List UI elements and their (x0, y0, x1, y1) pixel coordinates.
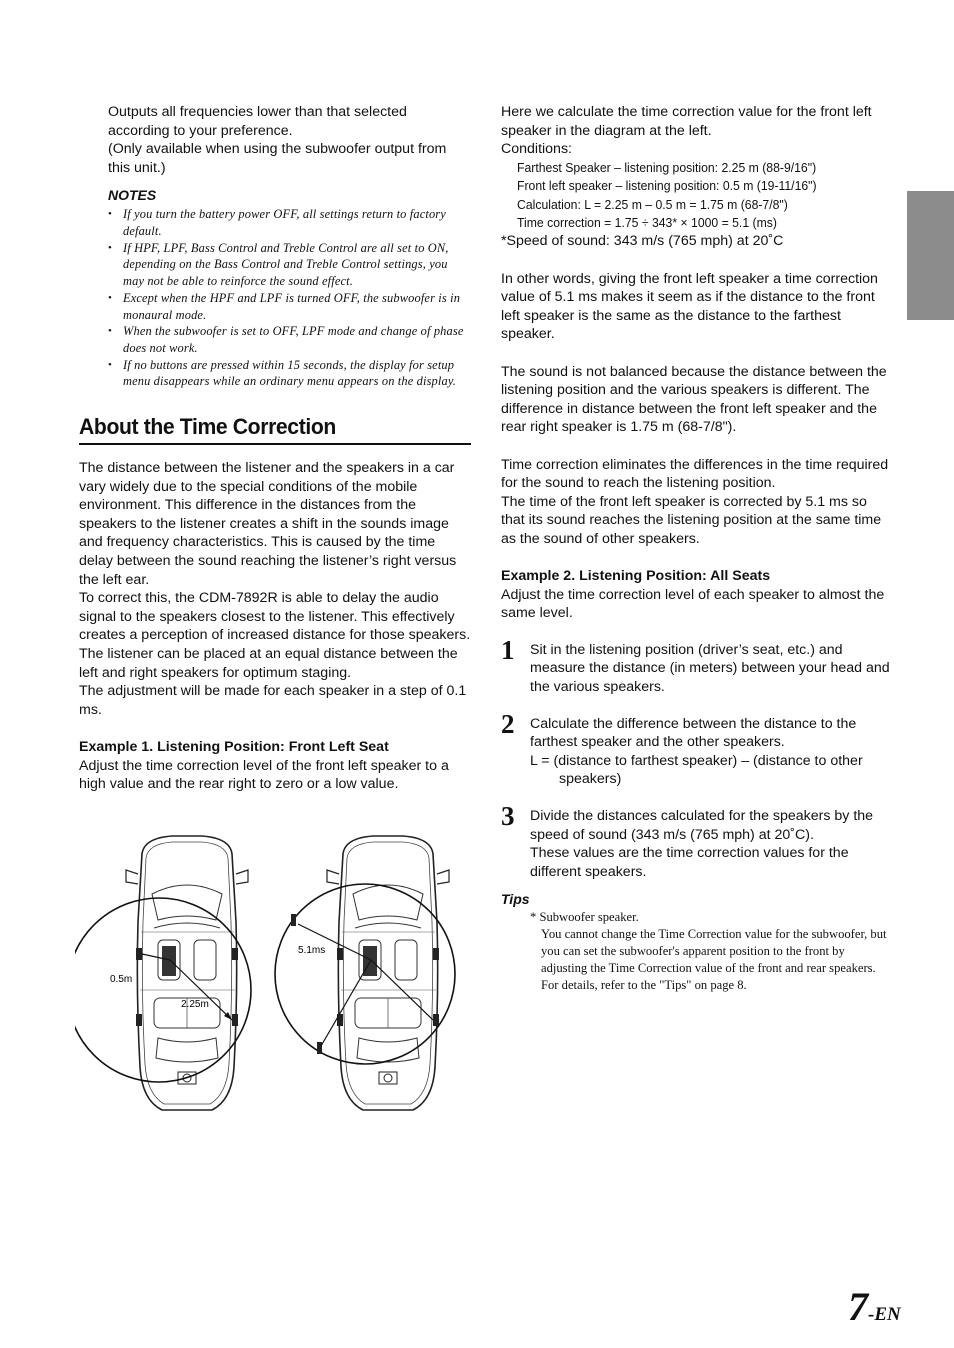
body-paragraph: The time of the front left speaker is corrected by 5.1 ms so that its sound reaches the listening position at the same time as the sound of other speakers. (501, 493, 882, 547)
note-item: • When the subwoofer is set to OFF, LPF mode and change of phase does not work. (108, 323, 471, 356)
condition-line: Time correction = 1.75 ÷ 343* × 1000 = 5.1 (ms) (517, 215, 777, 230)
condition-line: Farthest Speaker – listening position: 2.25 m (88-9/16") (517, 159, 817, 175)
label-far-distance: 2.25m (181, 999, 209, 1010)
step-formula: L = (distance to farthest speaker) – (distance to other speakers) (530, 752, 863, 788)
body-paragraph: To correct this, the CDM-7892R is able to delay the audio signal to the speakers closest to the listener. This effectively creates a perception of increased distance for those speakers. The listener can be placed at an equal distance between the left and right speakers for optimum staging. (79, 590, 471, 681)
step-text: These values are the time correction values for the different speakers. (530, 845, 849, 880)
intro-line: (Only available when using the subwoofer output from (108, 141, 447, 158)
tips-line: You cannot change the Time Correction value for the subwoofer, but you can set the subwoofer's apparent position to the front by adjusting the Time Correction value of the front and rear speakers. (541, 927, 887, 975)
body-paragraph: In other words, giving the front left speaker a time correction value of 5.1 ms makes it seem as if the distance to the front left speaker is the same as the distance to the farthest speaker. (501, 270, 878, 343)
step-text: Divide the distances calculated for the speakers by the speed of sound (343 m/s (765 mph) at 20˚C). (530, 808, 874, 843)
body-paragraph: Time correction eliminates the differences in the time required for the sound to reach the listening position. (501, 456, 889, 492)
right-column (501, 103, 893, 993)
body-paragraph: The adjustment will be made for each speaker in a step of 0.1 ms. (79, 683, 467, 718)
condition-line: Front left speaker – listening position: 0.5 m (19-11/16") (517, 178, 817, 194)
intro-line: this unit.) (108, 159, 166, 176)
section-header (79, 414, 471, 445)
page-number (848, 1283, 901, 1330)
body-paragraph: The distance between the listener and the speakers in a car vary widely due to the special conditions of the mobile environment. This difference in the distances from the speakers to the listener creates a shift in the sounds image and frequency characteristics. This is caused by the time delay between the sound reaching the listener’s right versus the left ear. (79, 460, 457, 588)
tips-line: * Subwoofer speaker. (530, 910, 639, 925)
step-3 (501, 801, 893, 881)
section-title: About the Time Correction (79, 414, 336, 440)
section-rule (79, 443, 471, 445)
note-item: • If you turn the battery power OFF, all settings return to factory default. (108, 206, 471, 239)
example1-title: Example 1. Listening Position: Front Left Seat (79, 739, 389, 756)
car-speaker-diagram (75, 832, 475, 1122)
example1-text: Adjust the time correction level of the front left speaker to a high value and the rear right to zero or a low value. (79, 757, 449, 793)
step-1 (501, 634, 893, 697)
notes-heading: NOTES (108, 187, 157, 204)
label-time-correction: 5.1ms (298, 945, 326, 956)
intro-line: according to your preference. (108, 122, 293, 139)
tips-heading: Tips (501, 891, 530, 908)
body-paragraph: The sound is not balanced because the distance between the listening position and the various speakers is different. The difference in distance between the front left speaker and the rear right speaker is 1.75 m (68-7/8"). (501, 363, 887, 436)
step-text: Calculate the difference between the distance to the farthest speaker and the other speakers. (530, 715, 857, 751)
speed-note: *Speed of sound: 343 m/s (765 mph) at 20˚C (501, 233, 784, 250)
tips-block (501, 909, 893, 993)
note-item: • If no buttons are pressed within 15 seconds, the display for setup menu disappears while an ordinary menu appears on the display. (108, 357, 471, 390)
step-number: 2 (501, 708, 515, 739)
intro-line: Outputs all frequencies lower than that selected (108, 104, 407, 120)
label-near-distance: 0.5m (110, 974, 133, 985)
conditions-label: Conditions: (501, 141, 572, 158)
section-thumb-tab (907, 191, 954, 320)
note-item: • Except when the HPF and LPF is turned OFF, the subwoofer is in monaural mode. (108, 290, 471, 323)
page-number-digit: 7 (848, 1284, 868, 1329)
notes-list (108, 206, 471, 390)
step-text: Sit in the listening position (driver’s seat, etc.) and measure the distance (in meters) between your head and the various speakers. (530, 641, 890, 696)
note-item: • If HPF, LPF, Bass Control and Treble Control are all set to ON, depending on the Bass Control and Treble Control settings, you may not be able to reinforce the sound effect. (108, 240, 471, 290)
left-column (79, 103, 471, 794)
step-number: 1 (501, 634, 515, 665)
example2-text: Adjust the time correction level of each speaker to almost the same level. (501, 586, 885, 622)
calc-intro: Here we calculate the time correction value for the front left speaker in the diagram at the left. (501, 104, 872, 139)
step-2 (501, 708, 893, 789)
condition-line: Calculation: L = 2.25 m – 0.5 m = 1.75 m (68-7/8") (517, 196, 788, 212)
page-number-suffix: -EN (868, 1304, 901, 1325)
tips-line: For details, refer to the "Tips" on page 8. (541, 977, 747, 992)
example2-title: Example 2. Listening Position: All Seats (501, 568, 771, 585)
intro-block (79, 103, 471, 390)
step-number: 3 (501, 801, 515, 832)
